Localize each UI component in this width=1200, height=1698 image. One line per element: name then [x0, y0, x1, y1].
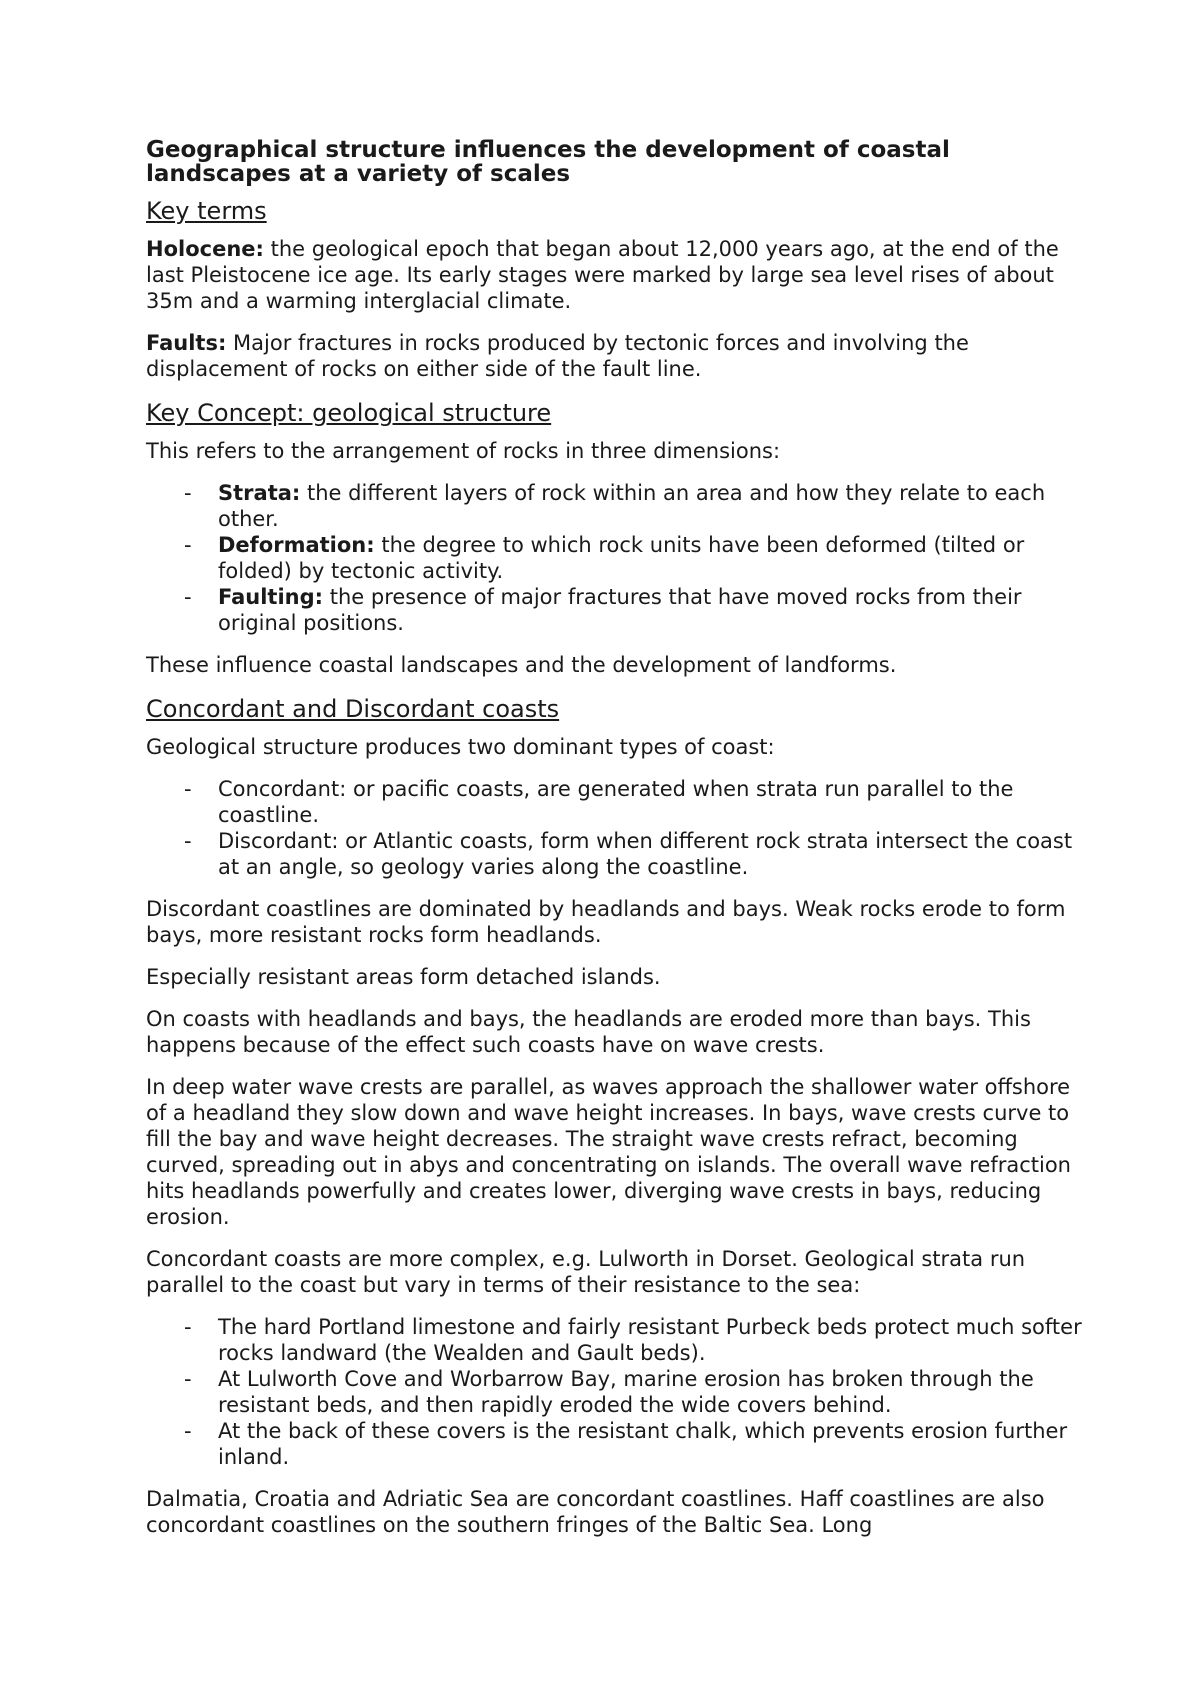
dash-bullet: - — [184, 481, 192, 505]
document-title: Geographical structure influences the development of coastal landscapes at a variety of scales — [146, 137, 950, 187]
deformation-term: Deformation: — [218, 533, 375, 557]
faults-definition — [146, 330, 1086, 382]
key-terms-heading: Key terms — [146, 197, 267, 225]
faulting-term: Faulting: — [218, 585, 324, 609]
deformation-text: the degree to which rock units have been deformed (tilted or folded) by tectonic activity. — [218, 533, 1025, 583]
coasts-heading: Concordant and Discordant coasts — [146, 695, 560, 723]
dash-bullet: - — [184, 533, 192, 557]
discordant-paragraph: Discordant coastlines are dominated by headlands and bays. Weak rocks erode to form bays, more resistant rocks form headlands. — [146, 897, 1066, 947]
dash-bullet: - — [184, 829, 192, 853]
list-item-strata — [146, 480, 1086, 532]
dash-bullet: - — [184, 1315, 192, 1339]
structure-list — [146, 480, 1086, 636]
key-concept-outro: These influence coastal landscapes and the development of landforms. — [146, 653, 897, 677]
dash-bullet: - — [184, 777, 192, 801]
wave-refraction-paragraph: In deep water wave crests are parallel, as waves approach the shallower water offshore of a headland they slow down and wave height increases. In bays, wave crests curve to fill the bay and wave height decreases. The straight wave crests refract, becoming curved, spreading out in abys and concentrating on islands. The overall wave refraction hits headlands powerfully and creates lower, diverging wave crests in bays, reducing erosion. — [146, 1075, 1071, 1229]
concordant-paragraph: Concordant coasts are more complex, e.g. Lulworth in Dorset. Geological strata run parallel to the coast but vary in terms of their resistance to the sea: — [146, 1247, 1026, 1297]
holocene-term: Holocene: — [146, 237, 264, 261]
concordant-text: Concordant: or pacific coasts, are generated when strata run parallel to the coastline. — [218, 777, 1014, 827]
islands-paragraph: Especially resistant areas form detached islands. — [146, 965, 661, 989]
coasts-intro: Geological structure produces two dominant types of coast: — [146, 735, 775, 759]
lulworth-cove-text: At Lulworth Cove and Worbarrow Bay, marine erosion has broken through the resistant beds, and then rapidly eroded the wide covers behind. — [218, 1367, 1034, 1417]
dash-bullet: - — [184, 1367, 192, 1391]
faults-text: Major fractures in rocks produced by tectonic forces and involving the displacement of rocks on either side of the fault line. — [146, 331, 969, 381]
key-concept-intro: This refers to the arrangement of rocks in three dimensions: — [146, 439, 781, 463]
dash-bullet: - — [184, 1419, 192, 1443]
portland-text: The hard Portland limestone and fairly resistant Purbeck beds protect much softer rocks landward (the Wealden and Gault beds). — [218, 1315, 1082, 1365]
strata-text: the different layers of rock within an area and how they relate to each other. — [218, 481, 1046, 531]
headlands-paragraph: On coasts with headlands and bays, the headlands are eroded more than bays. This happens because of the effect such coasts have on wave crests. — [146, 1007, 1031, 1057]
coast-types-list — [146, 776, 1086, 880]
list-item-concordant — [146, 776, 1086, 828]
document-page — [146, 138, 1086, 1554]
list-item-deformation — [146, 532, 1086, 584]
list-item-portland — [146, 1314, 1086, 1366]
list-item-discordant — [146, 828, 1086, 880]
list-item-chalk — [146, 1418, 1086, 1470]
holocene-definition — [146, 236, 1086, 314]
key-concept-heading: Key Concept: geological structure — [146, 399, 552, 427]
faults-term: Faults: — [146, 331, 227, 355]
list-item-lulworth-cove — [146, 1366, 1086, 1418]
dash-bullet: - — [184, 585, 192, 609]
discordant-text: Discordant: or Atlantic coasts, form when different rock strata intersect the coast at an angle, so geology varies along the coastline. — [218, 829, 1073, 879]
chalk-text: At the back of these covers is the resistant chalk, which prevents erosion further inland. — [218, 1419, 1068, 1469]
list-item-faulting — [146, 584, 1086, 636]
strata-term: Strata: — [218, 481, 301, 505]
dalmatia-paragraph: Dalmatia, Croatia and Adriatic Sea are concordant coastlines. Haff coastlines are also concordant coastlines on the southern fringes of the Baltic Sea. Long — [146, 1487, 1045, 1537]
holocene-text: the geological epoch that began about 12,000 years ago, at the end of the last Pleistocene ice age. Its early stages were marked by large sea level rises of about 35m and a warming interglacial climate. — [146, 237, 1059, 313]
faulting-text: the presence of major fractures that have moved rocks from their original positions. — [218, 585, 1022, 635]
lulworth-list — [146, 1314, 1086, 1470]
